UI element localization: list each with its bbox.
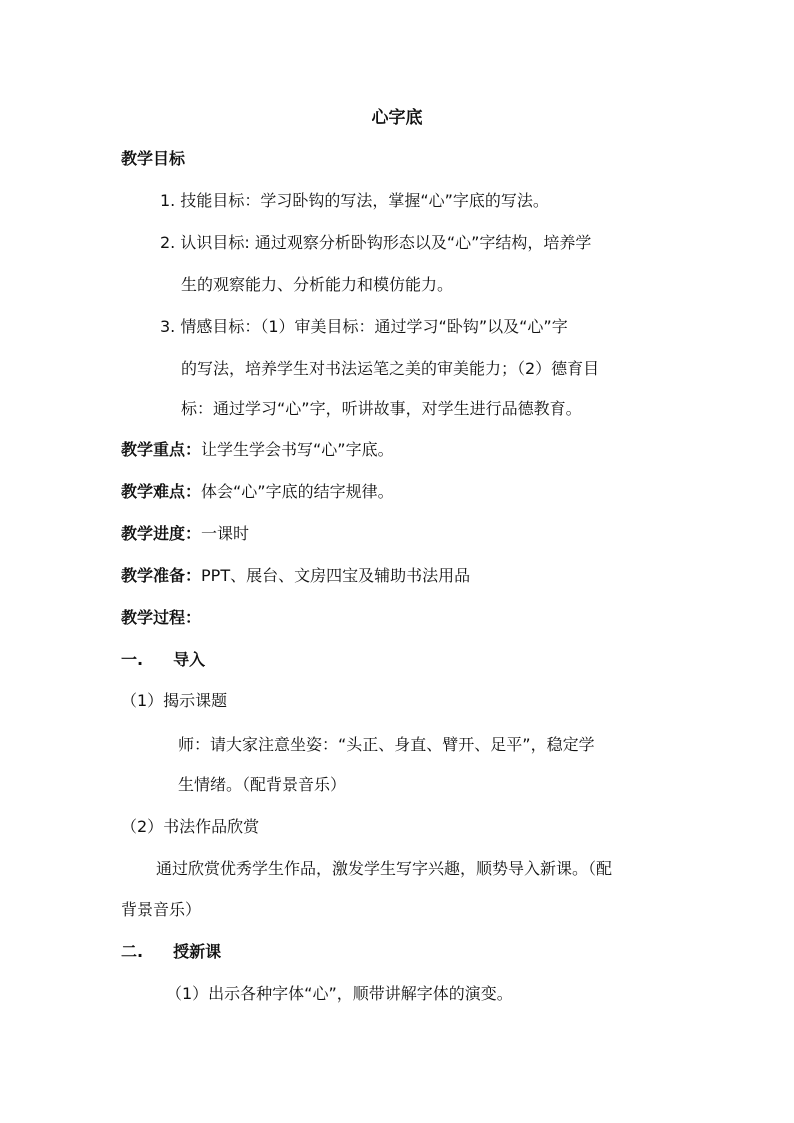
objective-2-line-2: 生的观察能力、分析能力和模仿能力。	[181, 275, 454, 294]
objective-1-line-1: 1. 技能目标：学习卧钩的写法，掌握“心”字底的写法。	[160, 191, 549, 210]
teaching-preparation	[121, 566, 470, 586]
process-heading: 教学过程：	[121, 608, 202, 627]
section-2-number: 二.	[121, 942, 144, 961]
difficult-point-text: 体会“心”字底的结字规律。	[201, 482, 394, 501]
preparation-text: PPT、展台、文房四宝及辅助书法用品	[201, 566, 471, 585]
section-1-sub-1-line-1: 师：请大家注意坐姿：“头正、身直、臂开、足平”，稳定学	[178, 735, 595, 754]
progress-label: 教学进度：	[121, 524, 202, 543]
section-2-heading	[121, 942, 221, 962]
difficult-point	[121, 482, 394, 502]
progress-text: 一课时	[201, 524, 250, 543]
key-point-label: 教学重点：	[121, 440, 202, 459]
section-1-sub-2-label: （2）书法作品欣赏	[121, 817, 260, 836]
section-1-sub-2-line-2: 背景音乐）	[121, 900, 202, 919]
section-1-title: 导入	[173, 650, 206, 669]
difficult-point-label: 教学难点：	[121, 482, 202, 501]
section-1-sub-1-line-2: 生情绪。（配背景音乐）	[178, 775, 347, 794]
section-1-sub-1-label: （1）揭示课题	[121, 691, 228, 710]
objectives-heading: 教学目标	[121, 149, 186, 168]
section-1-number: 一.	[121, 650, 144, 669]
key-point	[121, 440, 394, 460]
document-title: 心字底	[371, 108, 423, 128]
objective-3-line-3: 标：通过学习“心”字，听讲故事，对学生进行品德教育。	[181, 399, 582, 418]
teaching-progress	[121, 524, 249, 544]
objective-2-line-1: 2. 认识目标: 通过观察分析卧钩形态以及“心”字结构，培养学	[160, 233, 592, 252]
objective-3-line-2: 的写法，培养学生对书法运笔之美的审美能力；（2）德育目	[181, 359, 600, 378]
section-1-sub-2-line-1: 通过欣赏优秀学生作品，激发学生写字兴趣，顺势导入新课。（配	[156, 859, 613, 878]
section-2-item-1: （1）出示各种字体“心”，顺带讲解字体的演变。	[166, 984, 513, 1003]
key-point-text: 让学生学会书写“心”字底。	[201, 440, 394, 459]
section-1-heading	[121, 650, 205, 670]
objective-3-line-1: 3. 情感目标：（1）审美目标：通过学习“卧钩”以及“心”字	[160, 317, 568, 336]
section-2-title: 授新课	[173, 942, 222, 961]
preparation-label: 教学准备：	[121, 566, 202, 585]
